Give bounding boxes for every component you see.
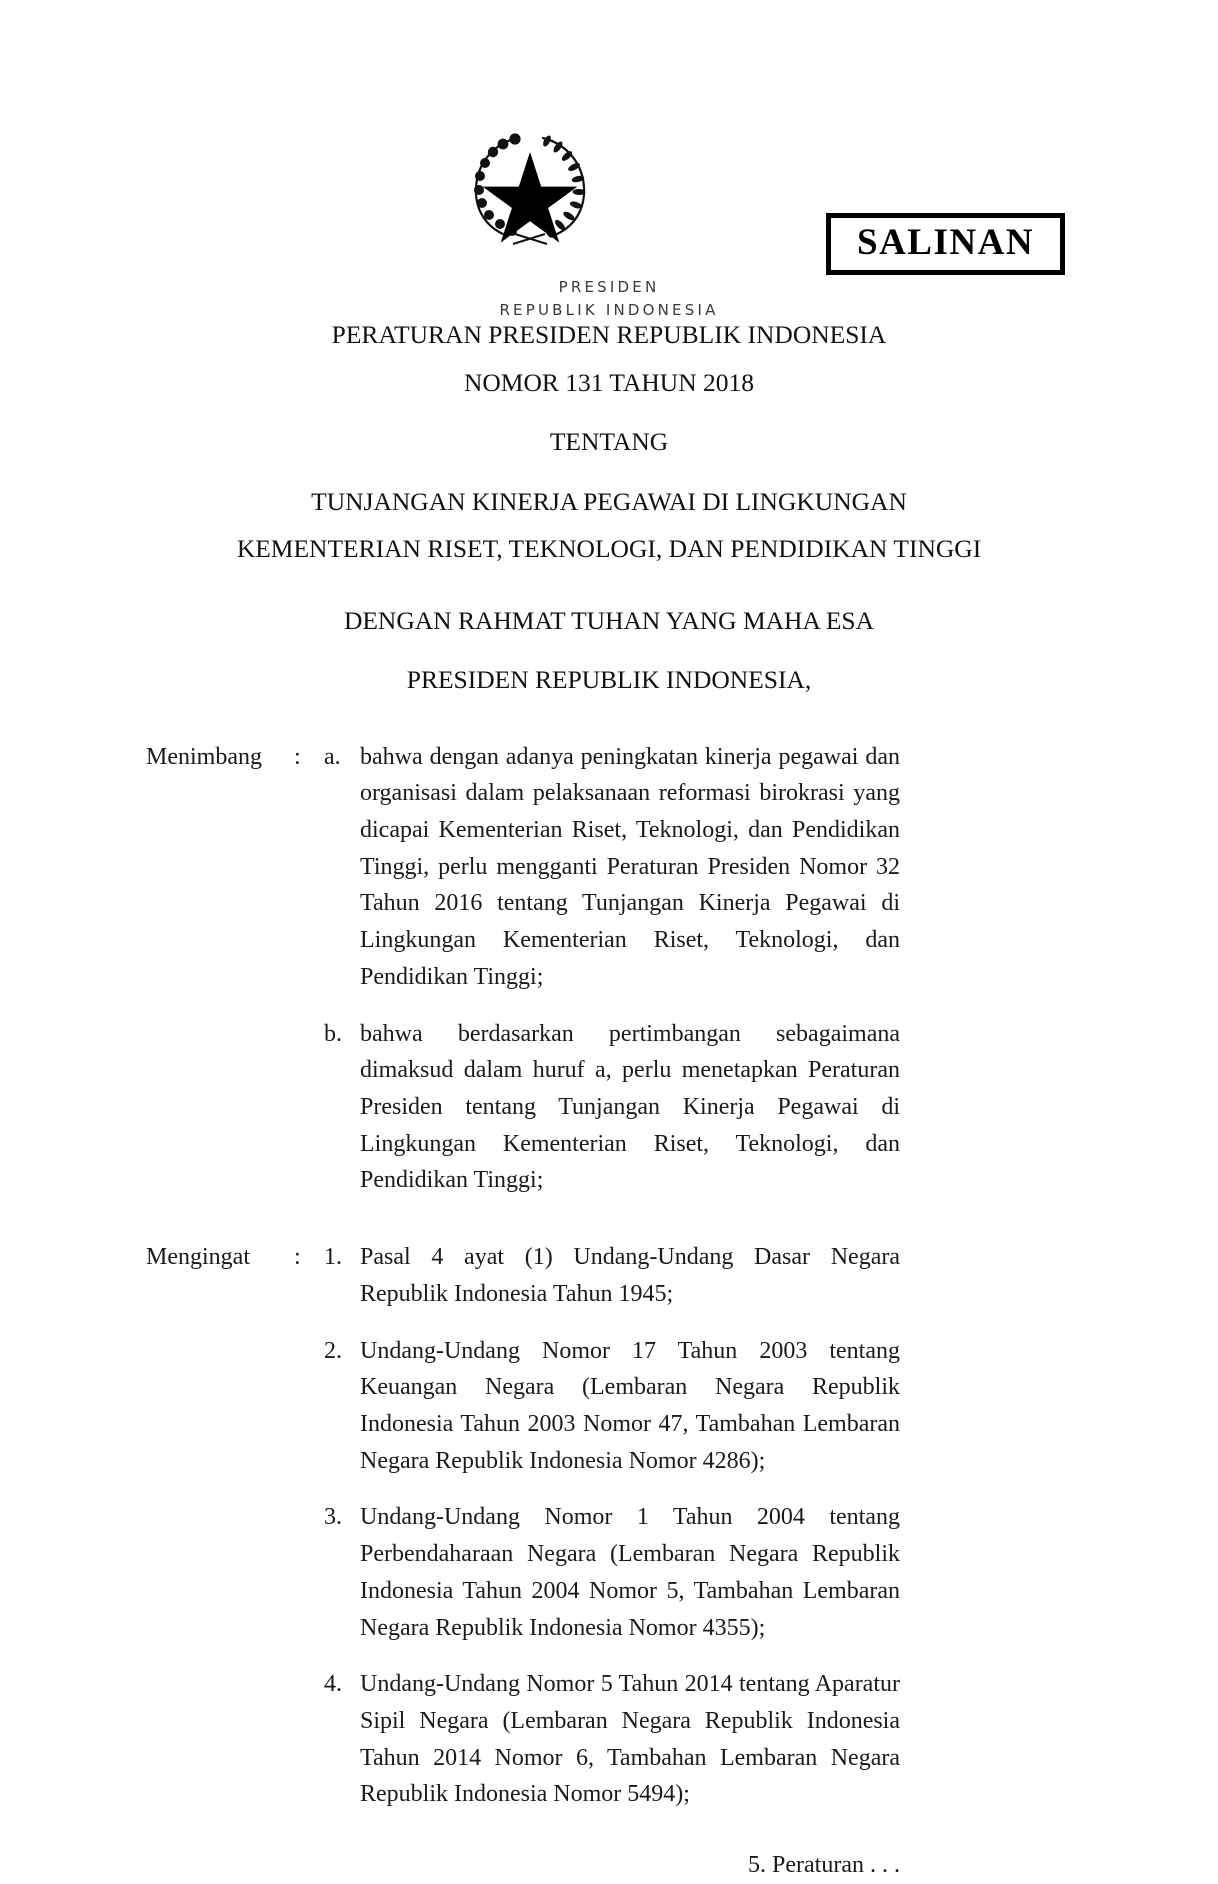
- item-marker: 3.: [324, 1504, 342, 1531]
- item-text: Undang-Undang Nomor 1 Tahun 2004 tentang Perbendaharaan Negara (Lembaran Negara Republik Indonesia Tahun 2004 Nomor 5, Tambahan Lembaran Negara Republik Indonesia Nomor 4355);: [360, 1504, 900, 1641]
- salinan-stamp: [826, 213, 1065, 275]
- clause-mengingat: [146, 1239, 900, 1813]
- letterhead-line-presiden: PRESIDEN: [558, 278, 660, 296]
- item-text: Undang-Undang Nomor 5 Tahun 2014 tentang Aparatur Sipil Negara (Lembaran Negara Republik Indonesia Tahun 2014 Nomor 6, Tambahan Lembaran Negara Republik Indonesia Nomor 5494);: [360, 1671, 900, 1808]
- title-blessing: DENGAN RAHMAT TUHAN YANG MAHA ESA: [343, 605, 875, 635]
- list-item: [324, 1239, 900, 1312]
- letterhead-line-republik-indonesia: REPUBLIK INDONESIA: [499, 300, 719, 319]
- title-number-year: NOMOR 131 TAHUN 2018: [463, 367, 755, 397]
- title-block: [0, 322, 1218, 693]
- list-item: [324, 1666, 900, 1813]
- footer-catchword: [0, 1847, 1218, 1884]
- presiden-letterhead: [0, 276, 1218, 321]
- garuda-star-wreath-emblem-icon: [455, 120, 605, 250]
- item-marker: b.: [324, 1020, 342, 1047]
- item-text: Pasal 4 ayat (1) Undang-Undang Dasar Negara Republik Indonesia Tahun 1945;: [360, 1244, 900, 1307]
- item-marker: a.: [324, 743, 341, 770]
- title-subject-line-1: TUNJANGAN KINERJA PEGAWAI DI LINGKUNGAN: [311, 486, 907, 516]
- footer-catchword-text: 5. Peraturan . . .: [748, 1852, 900, 1879]
- title-subject-line-2: KEMENTERIAN RISET, TEKNOLOGI, DAN PENDIDIKAN TINGGI: [236, 534, 982, 563]
- title-tentang: TENTANG: [549, 427, 669, 456]
- clause-colon-menimbang: :: [294, 743, 301, 770]
- item-text: Undang-Undang Nomor 17 Tahun 2003 tentang Keuangan Negara (Lembaran Negara Republik Indonesia Tahun 2003 Nomor 47, Tambahan Lembaran Negara Republik Indonesia Nomor 4286);: [360, 1337, 900, 1474]
- clause-label-mengingat: Mengingat: [146, 1244, 250, 1271]
- item-text: bahwa dengan adanya peningkatan kinerja pegawai dan organisasi dalam pelaksanaan reformasi birokrasi yang dicapai Kementerian Riset, Teknologi, dan Pendidikan Tinggi, perlu mengganti Peraturan Presiden Nomor 32 Tahun 2016 tentang Tunjangan Kinerja Pegawai di Lingkungan Kementerian Riset, Teknologi, dan Pendidikan Tinggi;: [360, 743, 900, 990]
- item-text: bahwa berdasarkan pertimbangan sebagaimana dimaksud dalam huruf a, perlu menetapkan Peraturan Presiden tentang Tunjangan Kinerja Pegawai di Lingkungan Kementerian Riset, Teknologi, dan Pendidikan Tinggi;: [360, 1020, 900, 1194]
- item-marker: 2.: [324, 1337, 342, 1364]
- clause-colon-mengingat: :: [294, 1244, 301, 1271]
- masthead: [0, 0, 1218, 320]
- clause-body: [0, 739, 1218, 1814]
- clause-items-menimbang: [324, 739, 900, 1200]
- list-item: [324, 739, 900, 996]
- clause-label-menimbang: Menimbang: [146, 743, 262, 770]
- list-item: [324, 1499, 900, 1646]
- title-authority: PRESIDEN REPUBLIK INDONESIA,: [406, 665, 812, 694]
- list-item: [324, 1016, 900, 1200]
- item-marker: 4.: [324, 1671, 342, 1698]
- clause-menimbang: [146, 739, 900, 1200]
- title-regulation-type: PERATURAN PRESIDEN REPUBLIK INDONESIA: [331, 320, 887, 349]
- clause-items-mengingat: [324, 1239, 900, 1813]
- list-item: [324, 1333, 900, 1480]
- item-marker: 1.: [324, 1244, 342, 1271]
- salinan-stamp-label: SALINAN: [857, 222, 1035, 263]
